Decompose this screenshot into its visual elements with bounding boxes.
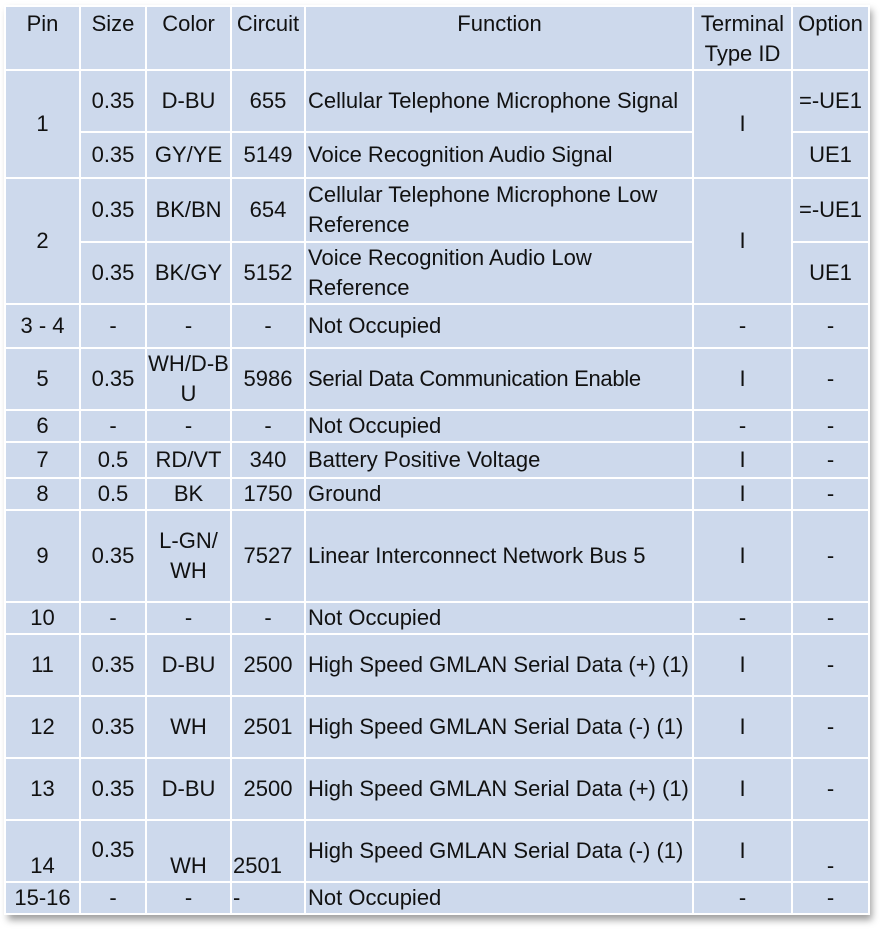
option-cell: UE1 [792,242,869,304]
size-cell: 0.35 [80,348,146,410]
pin-cell: 3 - 4 [5,304,80,348]
circuit-cell: - [231,410,305,442]
color-cell: - [146,602,231,634]
option-cell: UE1 [792,132,869,178]
option-cell: - [792,696,869,758]
option-cell: - [792,882,869,914]
size-cell: - [80,410,146,442]
function-cell: Ground [305,478,693,510]
table-row [5,70,869,132]
pin-cell: 13 [5,758,80,820]
option-cell: - [792,410,869,442]
color-cell: WH/D-BU [146,348,231,410]
table-row [5,178,869,242]
function-cell: Battery Positive Voltage [305,442,693,478]
size-cell: 0.35 [80,242,146,304]
size-cell: 0.35 [80,758,146,820]
pin-cell: 10 [5,602,80,634]
size-cell: - [80,882,146,914]
table-row [5,410,869,442]
connector-pinout-table [4,5,870,915]
function-cell: Cellular Telephone Microphone Low Reference [305,178,693,242]
size-cell: 0.35 [80,696,146,758]
header-size: Size [80,6,146,70]
terminal-cell: - [693,882,792,914]
size-cell: 0.35 [80,178,146,242]
table-row [5,882,869,914]
option-cell: - [792,348,869,410]
option-cell: - [792,510,869,602]
pin-cell: 9 [5,510,80,602]
option-cell: - [792,442,869,478]
circuit-cell: 7527 [231,510,305,602]
color-cell: GY/YE [146,132,231,178]
circuit-cell: 2501 [231,820,305,882]
function-cell: Not Occupied [305,304,693,348]
circuit-cell: 5149 [231,132,305,178]
terminal-cell: - [693,304,792,348]
circuit-cell: 2501 [231,696,305,758]
circuit-cell: 1750 [231,478,305,510]
function-cell: High Speed GMLAN Serial Data (-) (1) [305,696,693,758]
header-terminal-type-id: Terminal Type ID [693,6,792,70]
terminal-cell: I [693,820,792,882]
size-cell: 0.35 [80,634,146,696]
function-cell: Cellular Telephone Microphone Signal [305,70,693,132]
function-cell: Serial Data Communication Enable [305,348,693,410]
pin-cell: 1 [5,70,80,178]
pin-cell: 11 [5,634,80,696]
terminal-cell: - [693,602,792,634]
option-cell: =-UE1 [792,70,869,132]
size-cell: 0.5 [80,442,146,478]
pin-cell: 8 [5,478,80,510]
pin-cell: 2 [5,178,80,304]
function-cell: High Speed GMLAN Serial Data (-) (1) [305,820,693,882]
circuit-cell: - [231,304,305,348]
size-cell: - [80,304,146,348]
size-cell: - [80,602,146,634]
circuit-cell: 2500 [231,758,305,820]
pin-cell: 15-16 [5,882,80,914]
circuit-cell: 340 [231,442,305,478]
size-cell: 0.5 [80,478,146,510]
color-cell: BK/GY [146,242,231,304]
table-row [5,634,869,696]
table-row [5,820,869,882]
color-cell: WH [146,696,231,758]
color-cell: D-BU [146,634,231,696]
color-cell: BK/BN [146,178,231,242]
option-cell: - [792,758,869,820]
circuit-cell: 5152 [231,242,305,304]
terminal-cell: I [693,696,792,758]
table-row [5,442,869,478]
circuit-cell: 2500 [231,634,305,696]
function-cell: Not Occupied [305,882,693,914]
size-cell: 0.35 [80,70,146,132]
table-row [5,304,869,348]
table-row [5,478,869,510]
header-color: Color [146,6,231,70]
size-cell: 0.35 [80,132,146,178]
option-cell: - [792,634,869,696]
pin-cell: 7 [5,442,80,478]
size-cell: 0.35 [80,820,146,882]
terminal-cell: I [693,442,792,478]
table-row [5,696,869,758]
terminal-cell: I [693,348,792,410]
function-cell: Voice Recognition Audio Signal [305,132,693,178]
pin-cell: 14 [5,820,80,882]
size-cell: 0.35 [80,510,146,602]
table-row [5,348,869,410]
table-row [5,510,869,602]
pinout-table-frame [4,5,868,915]
pin-cell: 5 [5,348,80,410]
terminal-cell: - [693,410,792,442]
color-cell: - [146,304,231,348]
terminal-cell: I [693,510,792,602]
color-cell: BK [146,478,231,510]
option-cell: - [792,820,869,882]
option-cell: - [792,478,869,510]
pin-cell: 12 [5,696,80,758]
function-cell: High Speed GMLAN Serial Data (+) (1) [305,634,693,696]
color-cell: D-BU [146,70,231,132]
terminal-cell: I [693,70,792,178]
terminal-cell: I [693,178,792,304]
function-cell: Not Occupied [305,602,693,634]
color-cell: WH [146,820,231,882]
color-cell: - [146,882,231,914]
terminal-cell: I [693,634,792,696]
color-cell: L-GN/WH [146,510,231,602]
terminal-cell: I [693,758,792,820]
header-function: Function [305,6,693,70]
header-row [5,6,869,70]
header-circuit: Circuit [231,6,305,70]
function-cell: Not Occupied [305,410,693,442]
circuit-cell: - [231,602,305,634]
option-cell: - [792,602,869,634]
function-cell: Linear Interconnect Network Bus 5 [305,510,693,602]
function-cell: Voice Recognition Audio Low Reference [305,242,693,304]
color-cell: D-BU [146,758,231,820]
pin-cell: 6 [5,410,80,442]
circuit-cell: - [231,882,305,914]
option-cell: =-UE1 [792,178,869,242]
circuit-cell: 655 [231,70,305,132]
circuit-cell: 5986 [231,348,305,410]
function-cell: High Speed GMLAN Serial Data (+) (1) [305,758,693,820]
terminal-cell: I [693,478,792,510]
table-row [5,758,869,820]
color-cell: - [146,410,231,442]
circuit-cell: 654 [231,178,305,242]
option-cell: - [792,304,869,348]
header-pin: Pin [5,6,80,70]
header-option: Option [792,6,869,70]
table-row [5,602,869,634]
color-cell: RD/VT [146,442,231,478]
